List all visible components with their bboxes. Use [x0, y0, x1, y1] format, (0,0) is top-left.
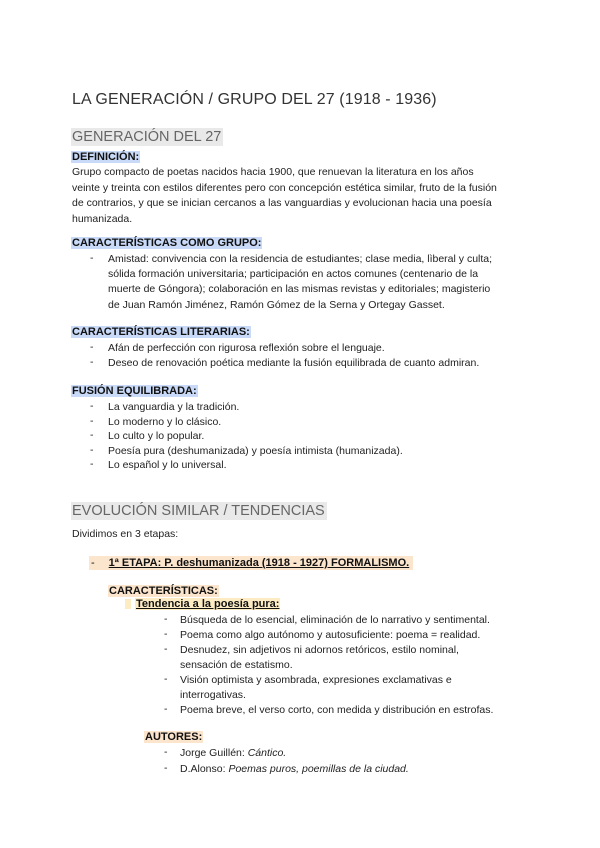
- section-heading-generacion: GENERACIÓN DEL 27: [72, 129, 222, 145]
- tendencia-sub-item: [180, 643, 459, 673]
- list-dash: -: [164, 703, 168, 715]
- autor-work: Cántico.: [247, 747, 287, 759]
- definicion-line: de contrarios, y que se inician cercanos a las vanguardias y evolucionan hacia una poesía: [72, 197, 492, 209]
- list-dash: -: [164, 628, 168, 640]
- list-dash: -: [90, 252, 94, 264]
- list-dash: -: [91, 557, 95, 569]
- list-dash: -: [164, 643, 168, 655]
- definicion-line: veinte y treinta con estilos diferentes pero con concepción estética similar, fruto de la fusión: [72, 181, 497, 194]
- grupo-list-item: [108, 252, 548, 313]
- tendencia-line: sensación de estatismo.: [180, 659, 293, 672]
- list-dash: -: [90, 356, 94, 368]
- list-dash: -: [90, 415, 94, 427]
- fusion-item: Lo culto y lo popular.: [108, 430, 205, 442]
- grupo-line: sólida formación universitaria; participación en actos comunes (centenario de la: [108, 268, 479, 281]
- autor-item: [180, 746, 286, 761]
- tendencia-sub-item: Poema breve, el verso corto, con medida y distribución en estrofas.: [180, 704, 494, 716]
- page-title: LA GENERACIÓN / GRUPO DEL 27 (1918 - 1936): [72, 91, 437, 108]
- section-heading-evolucion: EVOLUCIÓN SIMILAR / TENDENCIAS: [72, 503, 325, 519]
- tendencia-line: Desnudez, sin adjetivos ni adornos retóricos, estilo nominal,: [180, 644, 459, 656]
- autor-name: Jorge Guillén:: [180, 747, 248, 759]
- list-dash: -: [164, 673, 168, 685]
- tendencia-sub-item: Poema como algo autónomo y autosuficiente: poema = realidad.: [180, 629, 481, 641]
- caracteristicas-label: CARACTERÍSTICAS:: [109, 585, 218, 597]
- tendencia-sub-item: Búsqueda de lo esencial, eliminación de lo narrativo y sentimental.: [180, 614, 490, 626]
- fusion-item: Lo español y lo universal.: [108, 459, 227, 471]
- definicion-label: DEFINICIÓN:: [72, 151, 140, 163]
- literarias-item: Afán de perfección con rigurosa reflexión sobre el lenguaje.: [108, 342, 385, 354]
- caracteristicas-literarias-label: CARACTERÍSTICAS LITERARIAS:: [72, 326, 250, 338]
- autor-item: [180, 762, 409, 777]
- tendencia-line: Visión optimista y asombrada, expresiones exclamativas e: [180, 674, 452, 686]
- list-dash: -: [164, 613, 168, 625]
- list-dash: -: [164, 746, 168, 758]
- caracteristicas-grupo-label: CARACTERÍSTICAS COMO GRUPO:: [72, 237, 262, 249]
- autor-work: Poemas puros, poemillas de la ciudad.: [228, 763, 409, 775]
- grupo-line: muerte de Góngora); colaboración en las mismas revistas y editoriales; magisterio: [108, 283, 491, 296]
- tendencia-line: interrogativas.: [180, 689, 246, 702]
- list-dash: -: [90, 429, 94, 441]
- definicion-text: [72, 165, 532, 227]
- list-dash: -: [164, 762, 168, 774]
- etapa-1-item: [89, 556, 413, 570]
- etapa-1-title: 1ª ETAPA: P. deshumanizada (1918 - 1927) FORMALISMO.: [108, 557, 410, 569]
- fusion-item: Lo moderno y lo clásico.: [108, 416, 222, 428]
- list-dash: -: [90, 341, 94, 353]
- grupo-line: de Juan Ramón Jiménez, Ramón Gómez de la Serna y Ortegay Gasset.: [108, 298, 445, 311]
- etapas-intro: Dividimos en 3 etapas:: [72, 528, 179, 540]
- fusion-equilibrada-label: FUSIÓN EQUILIBRADA:: [72, 385, 197, 397]
- bullet-marker: [125, 599, 131, 609]
- fusion-item: La vanguardia y la tradición.: [108, 401, 240, 413]
- fusion-item: Poesía pura (deshumanizada) y poesía intimista (humanizada).: [108, 445, 403, 457]
- list-dash: -: [90, 400, 94, 412]
- autores-label: AUTORES:: [145, 731, 203, 743]
- literarias-item: Deseo de renovación poética mediante la fusión equilibrada de cuanto admiran.: [108, 357, 480, 369]
- list-dash: -: [90, 458, 94, 470]
- tendencia-label: Tendencia a la poesía pura:: [136, 598, 280, 610]
- tendencia-sub-item: [180, 673, 452, 703]
- grupo-line: Amistad: convivencia con la residencia de estudiantes; clase media, lìberal y culta;: [108, 253, 493, 265]
- definicion-line: humanizada.: [72, 212, 133, 225]
- list-dash: -: [90, 444, 94, 456]
- tendencia-item: [125, 598, 280, 610]
- definicion-line: Grupo compacto de poetas nacidos hacia 1900, que renuevan la literatura en los años: [72, 166, 474, 178]
- autor-name: D.Alonso:: [180, 763, 229, 775]
